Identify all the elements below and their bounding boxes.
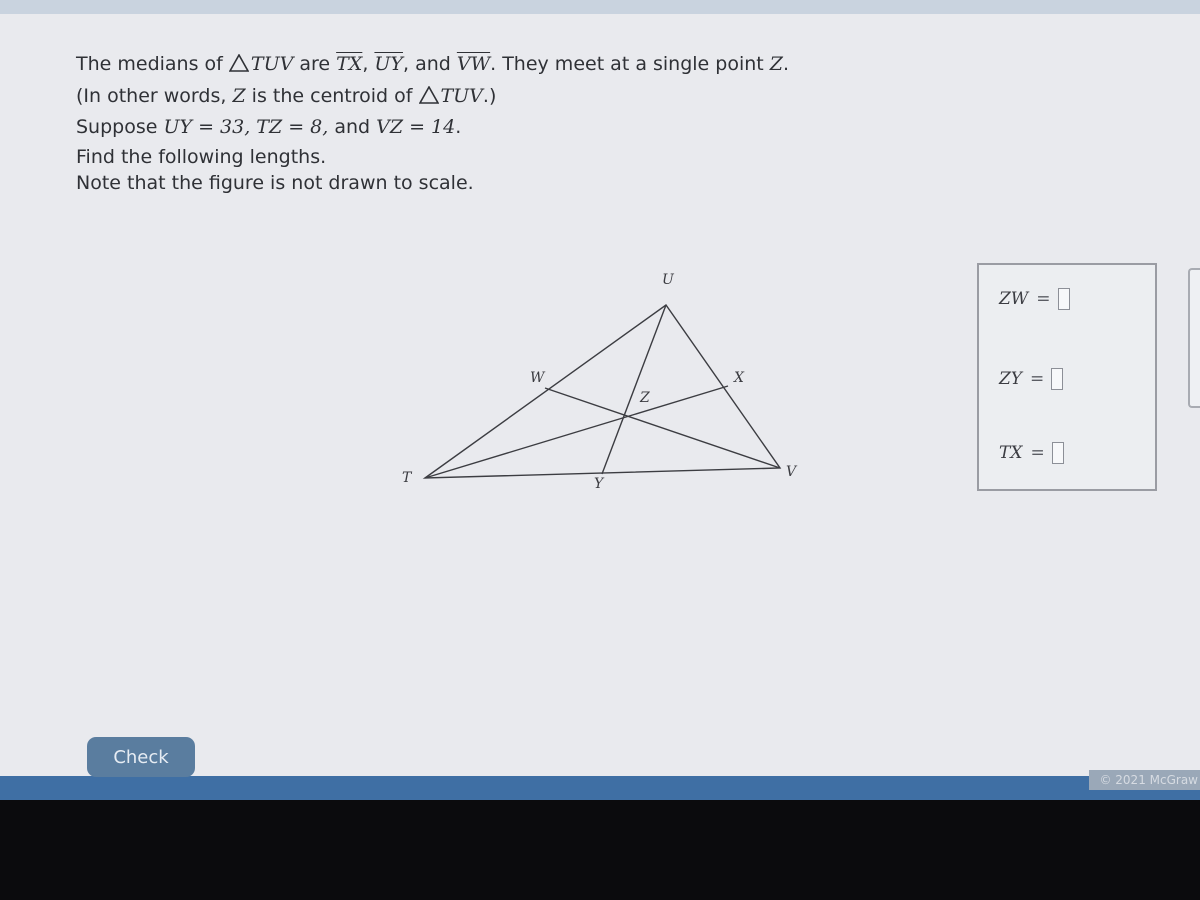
copyright-text: © 2021 McGraw (1089, 770, 1200, 790)
answer-row-tx: TX = (999, 439, 1064, 467)
median-uy (602, 305, 666, 474)
question-line-4: Find the following lengths. (76, 145, 327, 168)
zy-input[interactable] (1051, 368, 1063, 390)
triangle-tuv (425, 305, 780, 478)
check-button[interactable]: Check (87, 737, 195, 777)
answer-row-zw: ZW = (999, 285, 1070, 313)
question-text (76, 52, 976, 196)
question-line-5: Note that the figure is not drawn to scale. (76, 171, 474, 194)
top-strip (0, 0, 1200, 14)
question-line-1: The medians of TUV are $\overline{TX}$, $\overline{UY}$, and $\overline{VW}$. They meet at a single point Z. (76, 53, 790, 75)
zw-input[interactable] (1058, 288, 1070, 310)
label-x: X (734, 370, 744, 386)
tx-input[interactable] (1052, 442, 1064, 464)
label-v: V (786, 464, 797, 480)
side-panel-tab[interactable] (1188, 268, 1200, 408)
triangle-diagram (390, 260, 840, 500)
median-tx (425, 386, 728, 478)
triangle-icon (229, 54, 249, 72)
median-vw (545, 388, 780, 468)
triangle-icon (419, 86, 439, 104)
label-z: Z (640, 390, 650, 406)
answer-panel (977, 263, 1157, 491)
answer-row-zy: ZY = (999, 365, 1063, 393)
question-line-2: (In other words, Z is the centroid of TUV.) (76, 84, 497, 107)
label-t: T (402, 470, 412, 486)
triangle-figure (390, 260, 840, 500)
bottom-bar (0, 776, 1200, 800)
label-y: Y (594, 476, 604, 492)
question-line-3: Suppose UY = 33, TZ = 8, and VZ = 14. (76, 116, 462, 139)
label-u: U (662, 272, 674, 288)
label-w: W (530, 370, 545, 386)
